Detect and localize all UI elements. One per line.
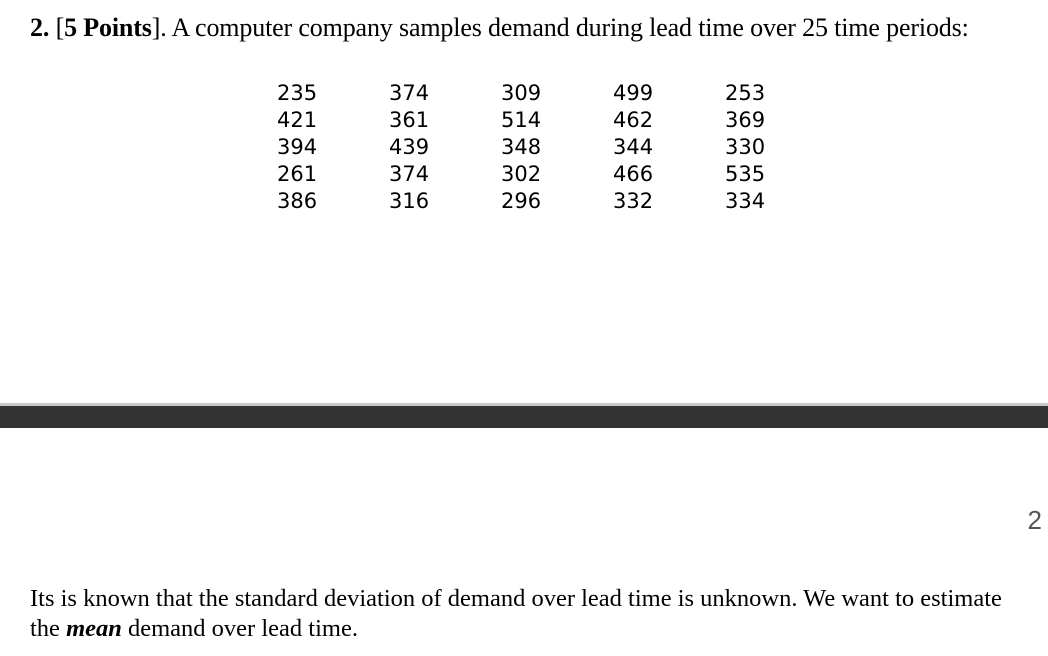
table-cell: 332 xyxy=(613,189,654,213)
paragraph xyxy=(30,584,1020,644)
table-cell: 348 xyxy=(501,135,542,159)
table-cell: 334 xyxy=(725,189,766,213)
table-cell: 296 xyxy=(501,189,542,213)
table-row xyxy=(277,161,775,188)
page-number: 2 xyxy=(1027,505,1042,535)
table-cell: 374 xyxy=(389,162,430,186)
table-cell: 374 xyxy=(389,81,430,105)
points-label: 5 Points xyxy=(64,13,152,42)
table-cell: 394 xyxy=(277,135,318,159)
table-cell: 386 xyxy=(277,189,318,213)
table-cell: 344 xyxy=(613,135,654,159)
table-cell: 499 xyxy=(613,81,654,105)
page-divider xyxy=(0,406,1048,428)
table-cell: 316 xyxy=(389,189,430,213)
paragraph-text-before: Its is known that the standard deviation of demand over lead time is unknown. We want to estimate the xyxy=(30,585,1002,642)
table-cell: 535 xyxy=(725,162,766,186)
table-cell: 330 xyxy=(725,135,766,159)
table-cell: 261 xyxy=(277,162,318,186)
table-row xyxy=(277,134,775,161)
table-cell: 514 xyxy=(501,108,542,132)
table-cell: 235 xyxy=(277,81,318,105)
table-cell: 421 xyxy=(277,108,318,132)
table-cell: 369 xyxy=(725,108,766,132)
question-text: A computer company samples demand during lead time over 25 time periods: xyxy=(171,13,969,42)
table-cell: 302 xyxy=(501,162,542,186)
table-cell: 361 xyxy=(389,108,430,132)
table-cell: 466 xyxy=(613,162,654,186)
paragraph-text-after: demand over lead time. xyxy=(121,615,358,642)
points-open: [ xyxy=(55,13,65,42)
question-number: 2. xyxy=(30,13,50,42)
table-cell: 309 xyxy=(501,81,542,105)
table-cell: 462 xyxy=(613,108,654,132)
points-close: ]. xyxy=(151,13,167,42)
table-row xyxy=(277,188,775,215)
table-cell: 253 xyxy=(725,81,766,105)
table-row xyxy=(277,80,775,107)
problem-heading xyxy=(30,13,969,43)
table-cell: 439 xyxy=(389,135,430,159)
emphasis-mean: mean xyxy=(66,615,122,642)
demand-data-table xyxy=(277,80,775,215)
table-row xyxy=(277,107,775,134)
